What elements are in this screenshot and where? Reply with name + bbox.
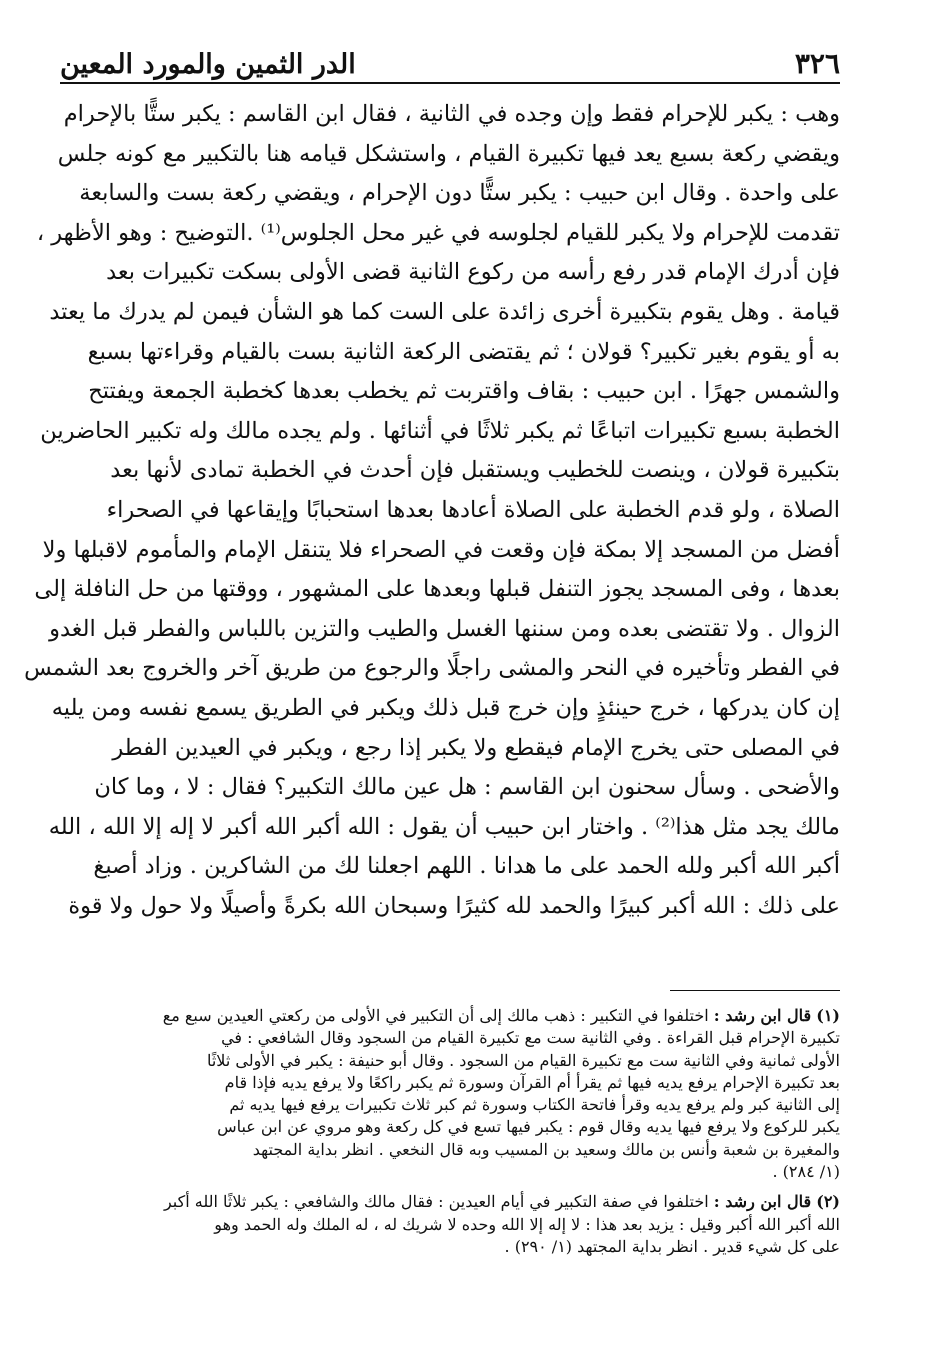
text-line: الصلاة ، ولو قدم الخطبة على الصلاة أعادها بعدها استحبابًا وإيقاعها في الصحراء: [106, 496, 840, 523]
footnote-line: على كل شيء قدير . انظر بداية المجتهد (١/ ٢٩٠) .: [504, 1236, 840, 1256]
text-line: على ذلك : الله أكبر كبيرًا والحمد لله كثيرًا وسبحان الله بكرةً وأصيلًا ولا حول ولا قوة: [68, 892, 840, 919]
text-line: به أو يقوم بغير تكبير؟ قولان ؛ ثم يقتضى الركعة الثانية بست بالقيام وقراءتها بسبع: [87, 338, 840, 365]
footnote-line: إلى الثانية كبر ولم يرفع يديه وقرأ فاتحة الكتاب وسورة ثم كبر ثلاث تكبيرات يرفع فيها يديه ثم: [229, 1095, 840, 1115]
text-line: فإن أدرك الإمام قدر رفع رأسه من ركوع الثانية قضى الأولى بسكت تكبيرات بعد: [106, 259, 840, 286]
footnote-number: (١): [816, 1006, 840, 1025]
text-line: على واحدة . وقال ابن حبيب : يكبر ستًّا دون الإحرام ، ويقضي ركعة بست والسابعة: [79, 180, 840, 207]
text-line: الخطبة بسبع تكبيرات اتباعًا ثم يكبر ثلاثًا في أثنائها . ولم يجده مالك وله تكبير الحاضرين: [40, 417, 840, 444]
footnote-first-line: [64, 1005, 840, 1027]
text-line: الزوال . ولا تقتضى بعده ومن سننها الغسل والطيب والتزين باللباس والفطر قبل الغدو: [49, 615, 840, 642]
footnote-text: اختلفوا في التكبير : ذهب مالك إلى أن التكبير في الأولى من ركعتي العيدين سبع مع: [162, 1006, 709, 1025]
footnote-line: (١/ ٢٨٤) .: [772, 1162, 840, 1182]
footnote-line: الأولى ثمانية وفي الثانية ست مع تكبيرة القيام من السجود . وقال أبو حنيفة : يكبر في الأولى ثلاثًا: [206, 1050, 840, 1070]
footnote-number: (٢): [816, 1192, 840, 1212]
text-line: قيامة . وهل يقوم بتكبيرة أخرى زائدة على الست كما هو الشأن فيمن لم يدرك ما يعتد: [49, 298, 840, 325]
footnote-line: والمغيرة بن شعبة وأنس بن مالك وسعيد بن المسيب وبه قال النخعي . انظر بداية المجتهد: [252, 1139, 840, 1159]
running-title: الدر الثمين والمورد المعين: [60, 49, 356, 80]
footnote-first-line: [64, 1191, 840, 1213]
footnote-line: بعد تكبيرة الإحرام يرفع يديه فيها ثم يقرأ أم القرآن وسورة ثم يكبر راكعًا ولا يرفع يديه فإذا قام: [224, 1072, 840, 1092]
footnote-line: تكبيرة الإحرام قبل القراءة . وفي الثانية ست مع تكبيرة القيام من السجود وقال الشافعي : في: [221, 1028, 840, 1048]
main-text: [24, 95, 840, 926]
page-number: ٣٢٦: [794, 47, 840, 80]
footnote-text: اختلفوا في صفة التكبير في أيام العيدين : فقال مالك والشافعي : يكبر ثلاثًا الله أكبر: [163, 1192, 709, 1212]
text-line: أفضل من المسجد إلا بمكة فإن وقعت في الصحراء فلا يتنقل الإمام والمأموم لاقبلها ولا: [42, 536, 840, 563]
footnote-line: يكبر للركوع ولا يرفع فيها يديه وقال قوم : يكبر فيها تسع في كل ركعة وهو مروي عن ابن عباس: [217, 1117, 840, 1137]
text-line: أكبر الله أكبر ولله الحمد على ما هدانا . اللهم اجعلنا لك من الشاكرين . وزاد أصبغ: [93, 853, 840, 880]
text-line: بتكبيرة قولان ، وينصت للخطيب ويستقبل فإن أحدث في الخطبة تمادى لأنها بعد: [110, 457, 840, 484]
footnote-lead: قال ابن رشد :: [713, 1006, 812, 1025]
footnote-1: [64, 1005, 840, 1183]
text-line: إن كان يدركها ، خرج حينئذٍ وإن خرج قبل ذلك ويكبر في الطريق يسمع نفسه ومن يليه: [51, 694, 840, 721]
text-line: تقدمت للإحرام ولا يكبر للقيام لجلوسه في غير محل الجلوس⁽¹⁾ .التوضيح : وهو الأظهر ،: [36, 219, 840, 246]
footnotes: [64, 1005, 840, 1258]
footnote-2: [64, 1191, 840, 1258]
text-line: بعدها ، وفى المسجد يجوز التنفل قبلها وبعدها على المشهور ، ووقتها من حل النافلة إلى: [34, 576, 840, 603]
text-line: والشمس جهرًا . ابن حبيب : بقاف واقتربت ثم يخطب بعدها كخطبة الجمعة ويفتتح: [88, 378, 840, 405]
footnote-lead: قال ابن رشد :: [713, 1192, 812, 1212]
footnote-line: الله أكبر الله أكبر وقيل : يزيد بعد هذا : لا إله إلا الله وحده لا شريك له ، له الملك وله الحمد وهو: [214, 1214, 840, 1234]
text-line: في الفطر وتأخيره في النحر والمشى راجلًا والرجوع من طريق آخر والخروج بعد الشمس: [24, 655, 840, 682]
text-line: والأضحى . وسأل سحنون ابن القاسم : هل عين مالك التكبير؟ فقال : لا ، وما كان: [94, 774, 840, 801]
text-line: ويقضي ركعة بسبع يعد فيها تكبيرة القيام ، واستشكل قيامه هنا بالتكبير مع كونه جلس: [57, 140, 840, 167]
footnote-separator: [670, 990, 840, 991]
text-line: مالك يجد مثل هذا⁽²⁾ . واختار ابن حبيب أن يقول : الله أكبر الله أكبر لا إله إلا الله ، الله: [48, 813, 840, 840]
text-line: وهب : يكبر للإحرام فقط وإن وجده في الثانية ، فقال ابن القاسم : يكبر ستًّا بالإحرام: [63, 101, 840, 127]
page-header: [60, 42, 840, 84]
text-line: في المصلى حتى يخرج الإمام فيقطع ولا يكبر إذا رجع ، ويكبر في العيدين الفطر: [112, 734, 840, 761]
